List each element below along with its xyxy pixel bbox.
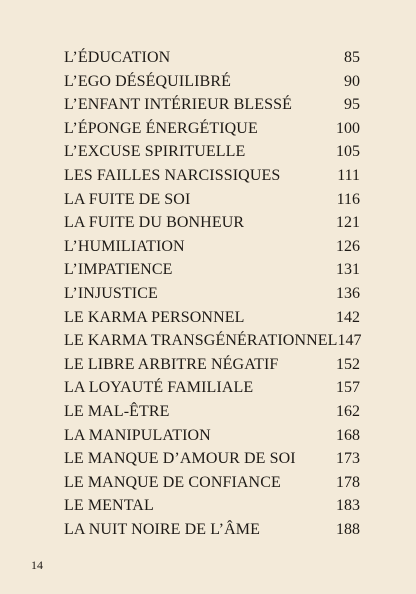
toc-entry-title: LA MANIPULATION	[64, 426, 211, 444]
toc-entry	[64, 400, 360, 424]
toc-entry-title: LE MENTAL	[64, 497, 154, 515]
toc-entry	[64, 117, 360, 141]
toc-entry-page: 131	[336, 261, 360, 279]
toc-entry	[64, 282, 360, 306]
toc-entry	[64, 353, 360, 377]
toc-entry	[64, 211, 360, 235]
toc-entry-title: LE LIBRE ARBITRE NÉGATIF	[64, 355, 279, 373]
toc-entry	[64, 46, 360, 70]
toc-entry	[64, 518, 360, 542]
toc-entry-page: 147	[337, 332, 362, 350]
toc-entry-title: LA FUITE DU BONHEUR	[64, 214, 245, 232]
page-number: 14	[31, 558, 43, 572]
toc-entry-title: LE KARMA PERSONNEL	[64, 308, 245, 326]
toc-entry	[64, 471, 360, 495]
toc-entry-page: 95	[344, 96, 360, 114]
toc-entry-title: LE MANQUE DE CONFIANCE	[64, 473, 281, 491]
toc-entry-title: LA NUIT NOIRE DE L’ÂME	[64, 520, 260, 538]
toc-entry-page: 188	[336, 520, 360, 538]
toc-entry-title: L’INJUSTICE	[64, 284, 158, 302]
toc-entry-page: 168	[336, 426, 360, 444]
toc-entry-page: 162	[336, 402, 360, 420]
toc-entry	[64, 494, 360, 518]
toc-entry-title: L’ENFANT INTÉRIEUR BLESSÉ	[64, 96, 292, 114]
toc-entry-title: LA FUITE DE SOI	[64, 190, 191, 208]
toc-entry-title: LE KARMA TRANSGÉNÉRATIONNEL	[64, 332, 338, 350]
toc-entry-page: 173	[336, 450, 360, 468]
toc-entry-page: 152	[336, 355, 360, 373]
toc-entry	[64, 447, 360, 471]
toc-entry-title: LES FAILLES NARCISSIQUES	[64, 166, 281, 184]
toc-entry-page: 126	[336, 237, 360, 255]
toc-entry-page: 105	[336, 143, 360, 161]
toc-entry-page: 136	[336, 284, 360, 302]
toc-entry	[64, 306, 360, 330]
toc-entry-title: L’IMPATIENCE	[64, 261, 173, 279]
toc-entry	[64, 329, 360, 353]
toc-entry	[64, 376, 360, 400]
toc-entry-title: LE MANQUE D’AMOUR DE SOI	[64, 450, 296, 468]
toc-entry-title: L’EXCUSE SPIRITUELLE	[64, 143, 246, 161]
toc-entry	[64, 424, 360, 448]
toc-entry-title: LA LOYAUTÉ FAMILIALE	[64, 379, 254, 397]
table-of-contents	[64, 46, 360, 541]
toc-entry-page: 116	[336, 190, 360, 208]
toc-entry	[64, 140, 360, 164]
toc-entry-title: LE MAL-ÊTRE	[64, 402, 170, 420]
toc-entry-title: L’EGO DÉSÉQUILIBRÉ	[64, 72, 231, 90]
toc-entry	[64, 188, 360, 212]
toc-entry-page: 121	[336, 214, 360, 232]
toc-entry	[64, 70, 360, 94]
toc-entry-page: 142	[336, 308, 360, 326]
toc-entry-page: 100	[336, 119, 360, 137]
toc-entry	[64, 93, 360, 117]
toc-entry-page: 85	[344, 49, 360, 66]
toc-entry-title: L’ÉDUCATION	[64, 49, 171, 66]
toc-entry	[64, 235, 360, 259]
toc-entry	[64, 258, 360, 282]
toc-entry-page: 111	[337, 166, 360, 184]
toc-entry-title: L’ÉPONGE ÉNERGÉTIQUE	[64, 119, 258, 137]
toc-entry-title: L’HUMILIATION	[64, 237, 185, 255]
toc-entry-page: 183	[336, 497, 360, 515]
toc-entry	[64, 164, 360, 188]
toc-entry-page: 178	[336, 473, 360, 491]
toc-entry-page: 90	[344, 72, 360, 90]
toc-entry-page: 157	[336, 379, 360, 397]
